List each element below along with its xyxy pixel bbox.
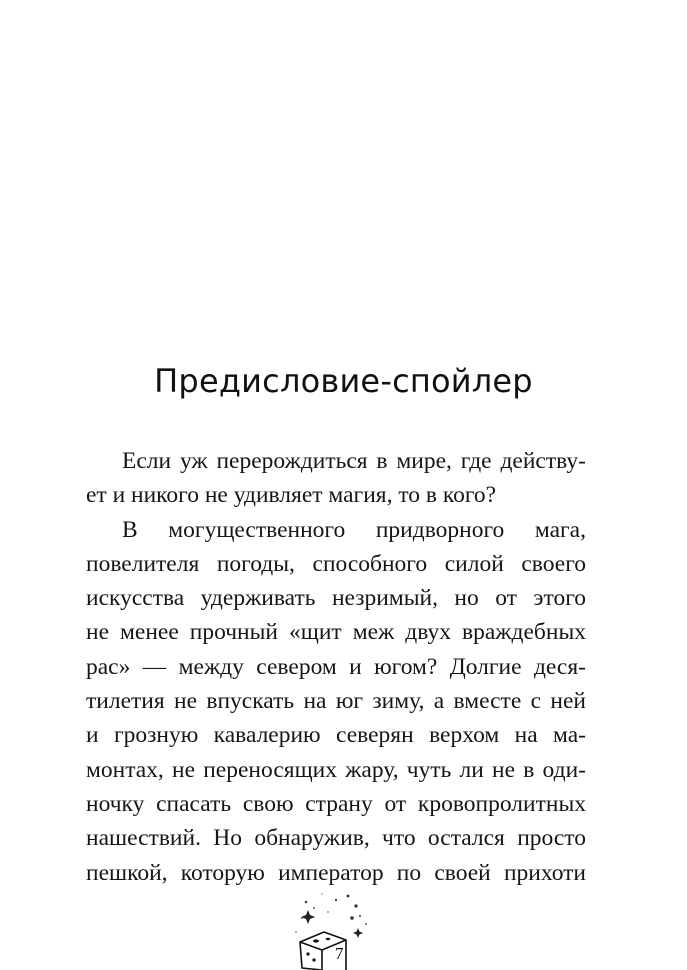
text-line: пешкой, которую император по своей прихоти — [86, 859, 586, 886]
page-number-ornament — [286, 888, 376, 970]
page-number: 7 — [335, 944, 344, 963]
text-line: монтах, не переносящих жару, чуть ли не в оди- — [86, 756, 586, 783]
text-line: ночку спасать свою страну от кровопролитных — [86, 790, 586, 817]
text-line: Если уж перерождиться в мире, где действу- — [122, 448, 586, 474]
text-line: нашествий. Но обнаружив, что остался просто — [86, 825, 586, 852]
text-line: рас» — между севером и югом? Долгие деся- — [86, 653, 586, 680]
text-line: искусства удерживать незримый, но от этого — [86, 585, 586, 612]
text-line: и грозную кавалерию северян верхом на ма- — [86, 722, 586, 749]
text-line: не менее прочный «щит меж двух враждебных — [86, 619, 586, 646]
text-line: ет и никого не удивляет магия, то в кого? — [86, 482, 497, 509]
text-line: тилетия не впускать на юг зиму, а вместе с ней — [86, 688, 586, 715]
body-text — [86, 444, 586, 890]
text-line: повелителя погоды, способного силой своего — [86, 550, 586, 577]
dice-icon — [286, 888, 376, 970]
text-line: В могущественного придворного мага, — [122, 516, 586, 543]
chapter-title: Предисловие-спойлер — [154, 362, 533, 400]
